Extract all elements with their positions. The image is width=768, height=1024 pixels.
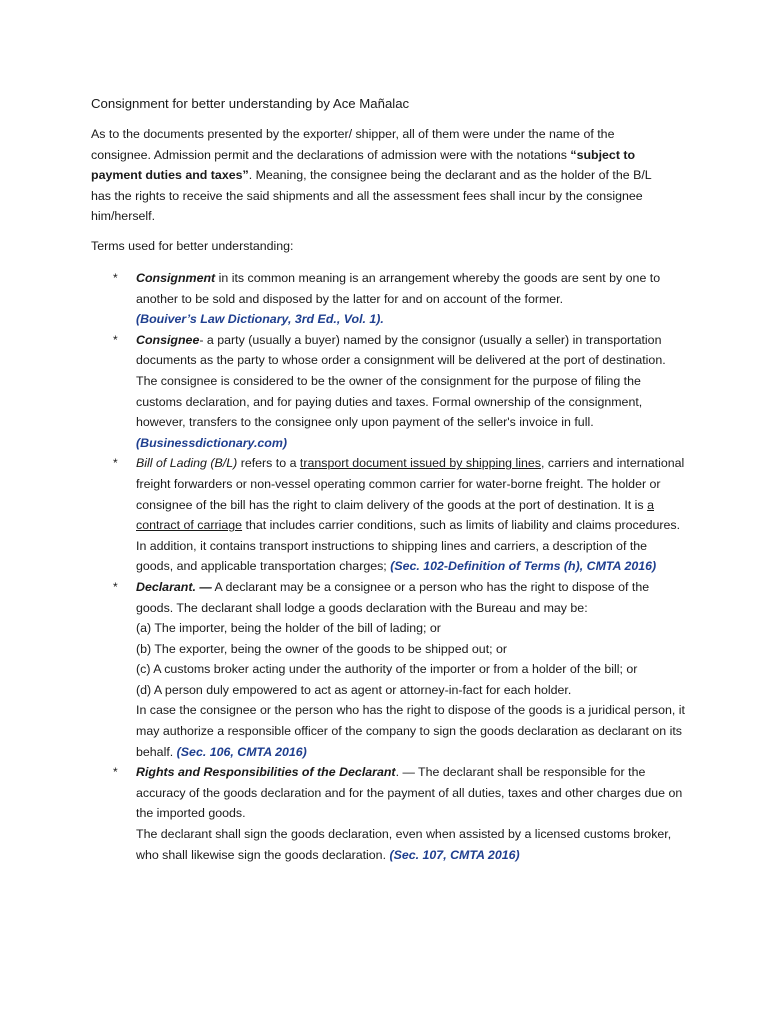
bullet-icon: * xyxy=(113,579,118,594)
bullet-icon: * xyxy=(113,271,118,285)
declarant-option-c: (c) A customs broker acting under the authority of the importer or from a holder of the bill; or xyxy=(136,662,638,677)
rights-closing: The declarant shall sign the goods declaration, even when assisted by a licensed customs broker, who shall likewise sign the goods declaration. xyxy=(136,827,672,862)
declarant-option-b: (b) The exporter, being the owner of the goods to be shipped out; or xyxy=(136,641,508,656)
bol-text-2: , carriers and international freight forwarders or non-vessel operating common carrier for water-borne freight. The holder or consignee of the bill has the right to claim delivery of the goods at the port of destination. It is xyxy=(136,456,685,512)
rights-citation: (Sec. 107, CMTA 2016) xyxy=(389,847,520,862)
declarant-option-a: (a) The importer, being the holder of the bill of lading; or xyxy=(136,621,441,636)
declarant-option-d: (d) A person duly empowered to act as agent or attorney-in-fact for each holder. xyxy=(136,682,572,697)
intro-text-2: . Meaning, the consignee being the declarant and as the holder of the B/L has the rights to receive the said shipments and all the assessment fees shall incur by the consignee him/herself. xyxy=(91,168,652,224)
rights-closing-block xyxy=(136,824,687,865)
bol-text-1: refers to a xyxy=(237,456,300,471)
list-item-consignee xyxy=(91,330,687,454)
bullet-icon: * xyxy=(113,456,118,471)
rights-definition: . — The declarant shall be responsible for the accuracy of the goods declaration and for the payment of all duties, taxes and other charges due on the imported goods. xyxy=(136,765,683,821)
bol-text-3: that includes carrier conditions, such as limits of liability and claims procedures. In addition, it contains transport instructions to shipping lines and carriers, a description of the goods, and applicable transportation charges; xyxy=(136,518,681,574)
intro-text-1: As to the documents presented by the exporter/ shipper, all of them were under the name of the consignee. Admission permit and the declarations of admission were with the notations xyxy=(91,127,615,162)
intro-emphasis: “subject to payment duties and taxes” xyxy=(91,147,636,183)
terms-heading: Terms used for better understanding: xyxy=(91,239,294,253)
declarant-citation: (Sec. 106, CMTA 2016) xyxy=(176,744,307,759)
list-item-rights xyxy=(91,762,687,865)
declarant-closing-block xyxy=(136,700,687,762)
term-rights: Rights and Responsibilities of the Declarant xyxy=(136,765,396,780)
list-item-consignment xyxy=(91,268,687,330)
consignee-citation: (Businessdictionary.com) xyxy=(136,435,288,450)
contract-of-carriage-link[interactable]: a contract of carriage xyxy=(136,497,654,533)
page-title: Consignment for better understanding by Ace Mañalac xyxy=(91,96,410,111)
list-item-bill-of-lading xyxy=(91,453,687,577)
consignment-definition: in its common meaning is an arrangement whereby the goods are sent by one to another to be sold and disposed by the latter for and on account of the former. xyxy=(136,271,661,306)
bol-citation: (Sec. 102-Definition of Terms (h), CMTA 2016) xyxy=(390,559,657,574)
term-bill-of-lading: Bill of Lading (B/L) xyxy=(136,456,238,471)
term-consignee: Consignee xyxy=(136,332,200,347)
term-consignment: Consignment xyxy=(136,271,216,285)
transport-document-link[interactable]: transport document issued by shipping lines xyxy=(299,456,541,471)
declarant-definition: A declarant may be a consignee or a person who has the right to dispose of the goods. The declarant shall lodge a goods declaration with the Bureau and may be: xyxy=(136,579,650,615)
declarant-closing: In case the consignee or the person who has the right to dispose of the goods is a juridical person, it may authorize a responsible officer of the company to sign the goods declaration as declarant on its behalf. xyxy=(136,703,685,759)
terms-list xyxy=(91,268,687,865)
intro-paragraph xyxy=(91,124,671,227)
term-declarant: Declarant. — xyxy=(136,579,212,594)
bullet-icon: * xyxy=(113,332,118,347)
list-item-declarant xyxy=(91,577,687,762)
bullet-icon: * xyxy=(113,765,118,780)
consignee-definition: - a party (usually a buyer) named by the consignor (usually a seller) in transportation documents as the party to whose order a consignment will be delivered at the port of destination. The consignee is considered to be the owner of the consignment for the purpose of filing the customs declaration, and for paying duties and taxes. Formal ownership of the consignment, however, transfers to the consignee only upon payment of the seller's invoice in full. xyxy=(136,332,666,430)
consignment-citation: (Bouiver’s Law Dictionary, 3rd Ed., Vol. 1). xyxy=(136,312,384,327)
